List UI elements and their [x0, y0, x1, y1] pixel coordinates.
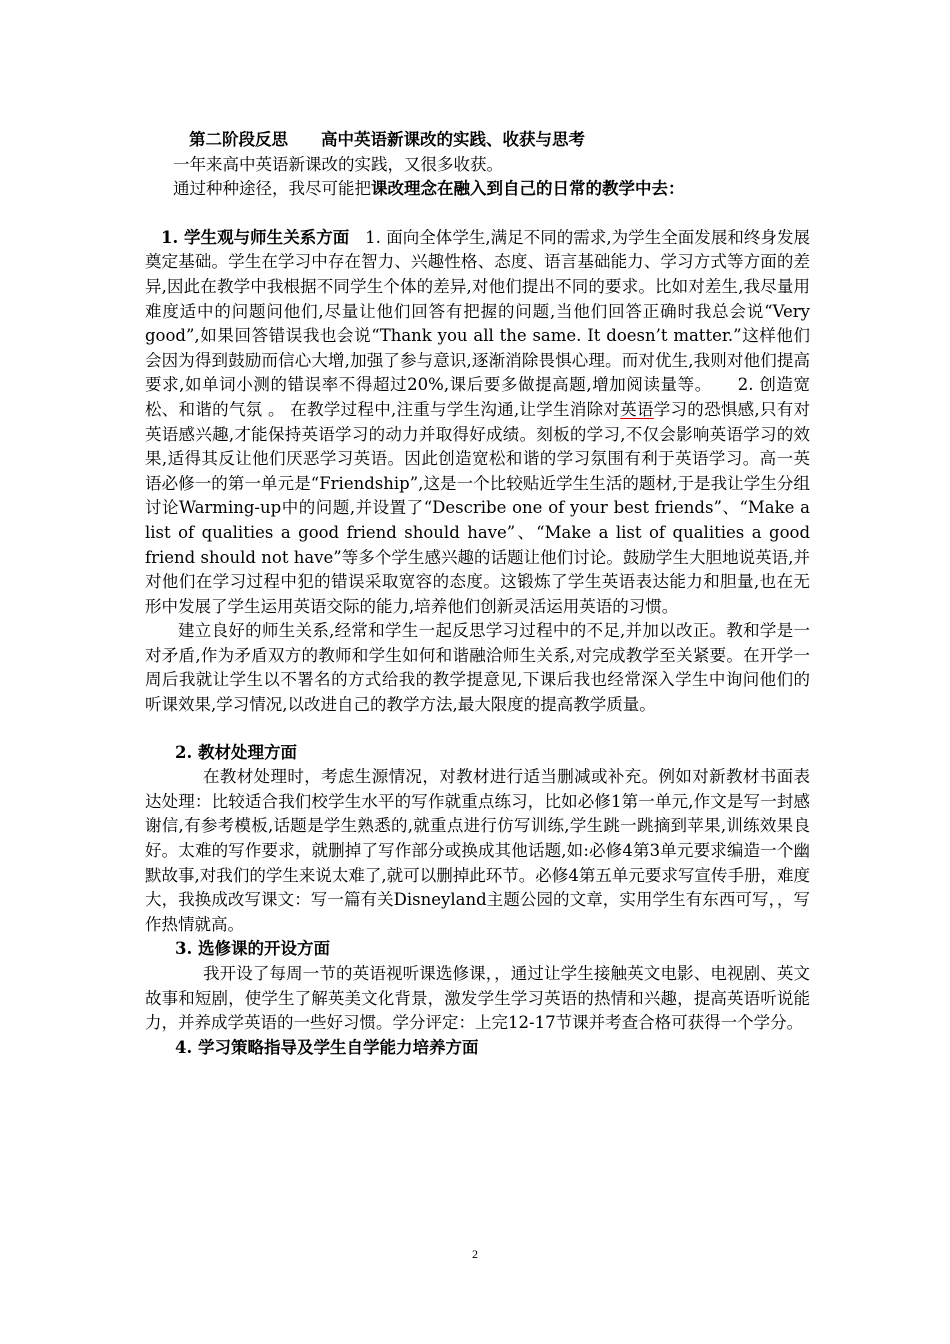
section-1-title: 学生观与师生关系方面: [184, 227, 350, 247]
intro-emphasis: 课改理念在融入到自己的日常的教学中去：: [371, 179, 685, 199]
section-1-paragraph: [145, 226, 810, 620]
section-1-text-continued: 学习的恐惧感,只有对英语感兴趣,才能保持英语学习的动力并取得好成绩。刻板的学习,不仅会影响英语学习的效果,适得其反让他们厌恶学习英语。因此创造宽松和谐的学习氛围有利于英语学习。高一英语必修一的第一单元是“Friendship”,这是一个比较贴近学生生活的题材,于是我让学生分组讨论Warming-up中的问题,并设置了“Describe one of your best friends”、“Make a list of qualities a good friend should have”、“Make a list of qualities a good friend should not have”等多个学生感兴趣的话题让他们讨论。鼓励学生大胆地说英语,并对他们在学习过程中犯的错误采取宽容的态度。这锻炼了学生英语表达能力和胆量,也在无形中发展了学生运用英语交际的能力,培养他们创新灵活运用英语的习惯。: [145, 399, 811, 616]
section-1-heading: [145, 228, 349, 247]
spacer: [145, 202, 810, 226]
section-1-paragraph-2: 建立良好的师生关系,经常和学生一起反思学习过程中的不足,并加以改正。教和学是一对矛盾,作为矛盾双方的教师和学生如何和谐融洽师生关系,对完成教学至关紧要。在开学一周后我就让学生以不署名的方式给我的教学提意见,下课后我也经常深入学生中询问他们的听课效果,学习情况,以改进自己的教学方法,最大限度的提高教学质量。: [145, 621, 810, 715]
intro-paragraph-2: [145, 177, 810, 202]
section-2-paragraph: 在教材处理时，考虑生源情况，对教材进行适当删减或补充。例如对新教材书面表达处理：比较适合我们校学生水平的写作就重点练习，比如必修1第一单元,作文是写一封感谢信,有参考模板,话题是学生熟悉的,就重点进行仿写训练,学生跳一跳摘到苹果,训练效果良好。太难的写作要求，就删掉了写作部分或换成其他话题,如:必修4第3单元要求编造一个幽默故事,对我们的学生来说太难了,就可以删掉此环节。必修4第五单元要求写宣传手册，难度大，我换成改写课文：写一篇有关Disneyland主题公园的文章，实用学生有东西可写，，写作热情就高。: [145, 767, 810, 934]
intro-paragraph-1: 一年来高中英语新课改的实践，又很多收获。: [173, 154, 503, 174]
spacer: [145, 718, 810, 741]
document-body: [145, 128, 810, 1060]
section-4-heading: 4. 学习策略指导及学生自学能力培养方面: [175, 1037, 479, 1057]
section-3-heading: 3. 选修课的开设方面: [175, 939, 330, 959]
intro-text: 通过种种途径，我尽可能把: [173, 179, 371, 199]
section-3-paragraph: 我开设了每周一节的英语视听课选修课，，通过让学生接触英文电影、电视剧、英文故事和短剧，使学生了解英美文化背景，激发学生学习英语的热情和兴趣，提高英语听说能力，并养成学英语的一些好习惯。学分评定：上完12-17节课并考查合格可获得一个学分。: [145, 964, 810, 1033]
underlined-word: 英语: [620, 399, 654, 419]
section-2-heading: 2. 教材处理方面: [175, 742, 297, 762]
section-1-text: 1. 面向全体学生,满足不同的需求,为学生全面发展和终身发展奠定基础。学生在学习中存在智力、兴趣性格、态度、语言基础能力、学习方式等方面的差异,因此在教学中我根据不同学生个体的差异,对他们提出不同的要求。比如对差生,我尽量用难度适中的问题问他们,尽量让他们回答有把握的问题,当他们回答正确时我总会说“Very good”,如果回答错误我也会说“Thank you all the same. It doesn’t matter.”这样他们会因为得到鼓励而信心大增,加强了参与意识,逐渐消除畏惧心理。而对优生,我则对他们提高要求,如单词小测的错误率不得超过20%,课后要多做提高题,增加阅读量等。 2. 创造宽松、和谐的气氛 。 在教学过程中,注重与学生沟通,让学生消除对: [145, 227, 810, 419]
page-title: 第二阶段反思 高中英语新课改的实践、收获与思考: [189, 130, 585, 149]
page-number: 2: [472, 1247, 478, 1261]
section-1-number: 1.: [161, 227, 179, 247]
